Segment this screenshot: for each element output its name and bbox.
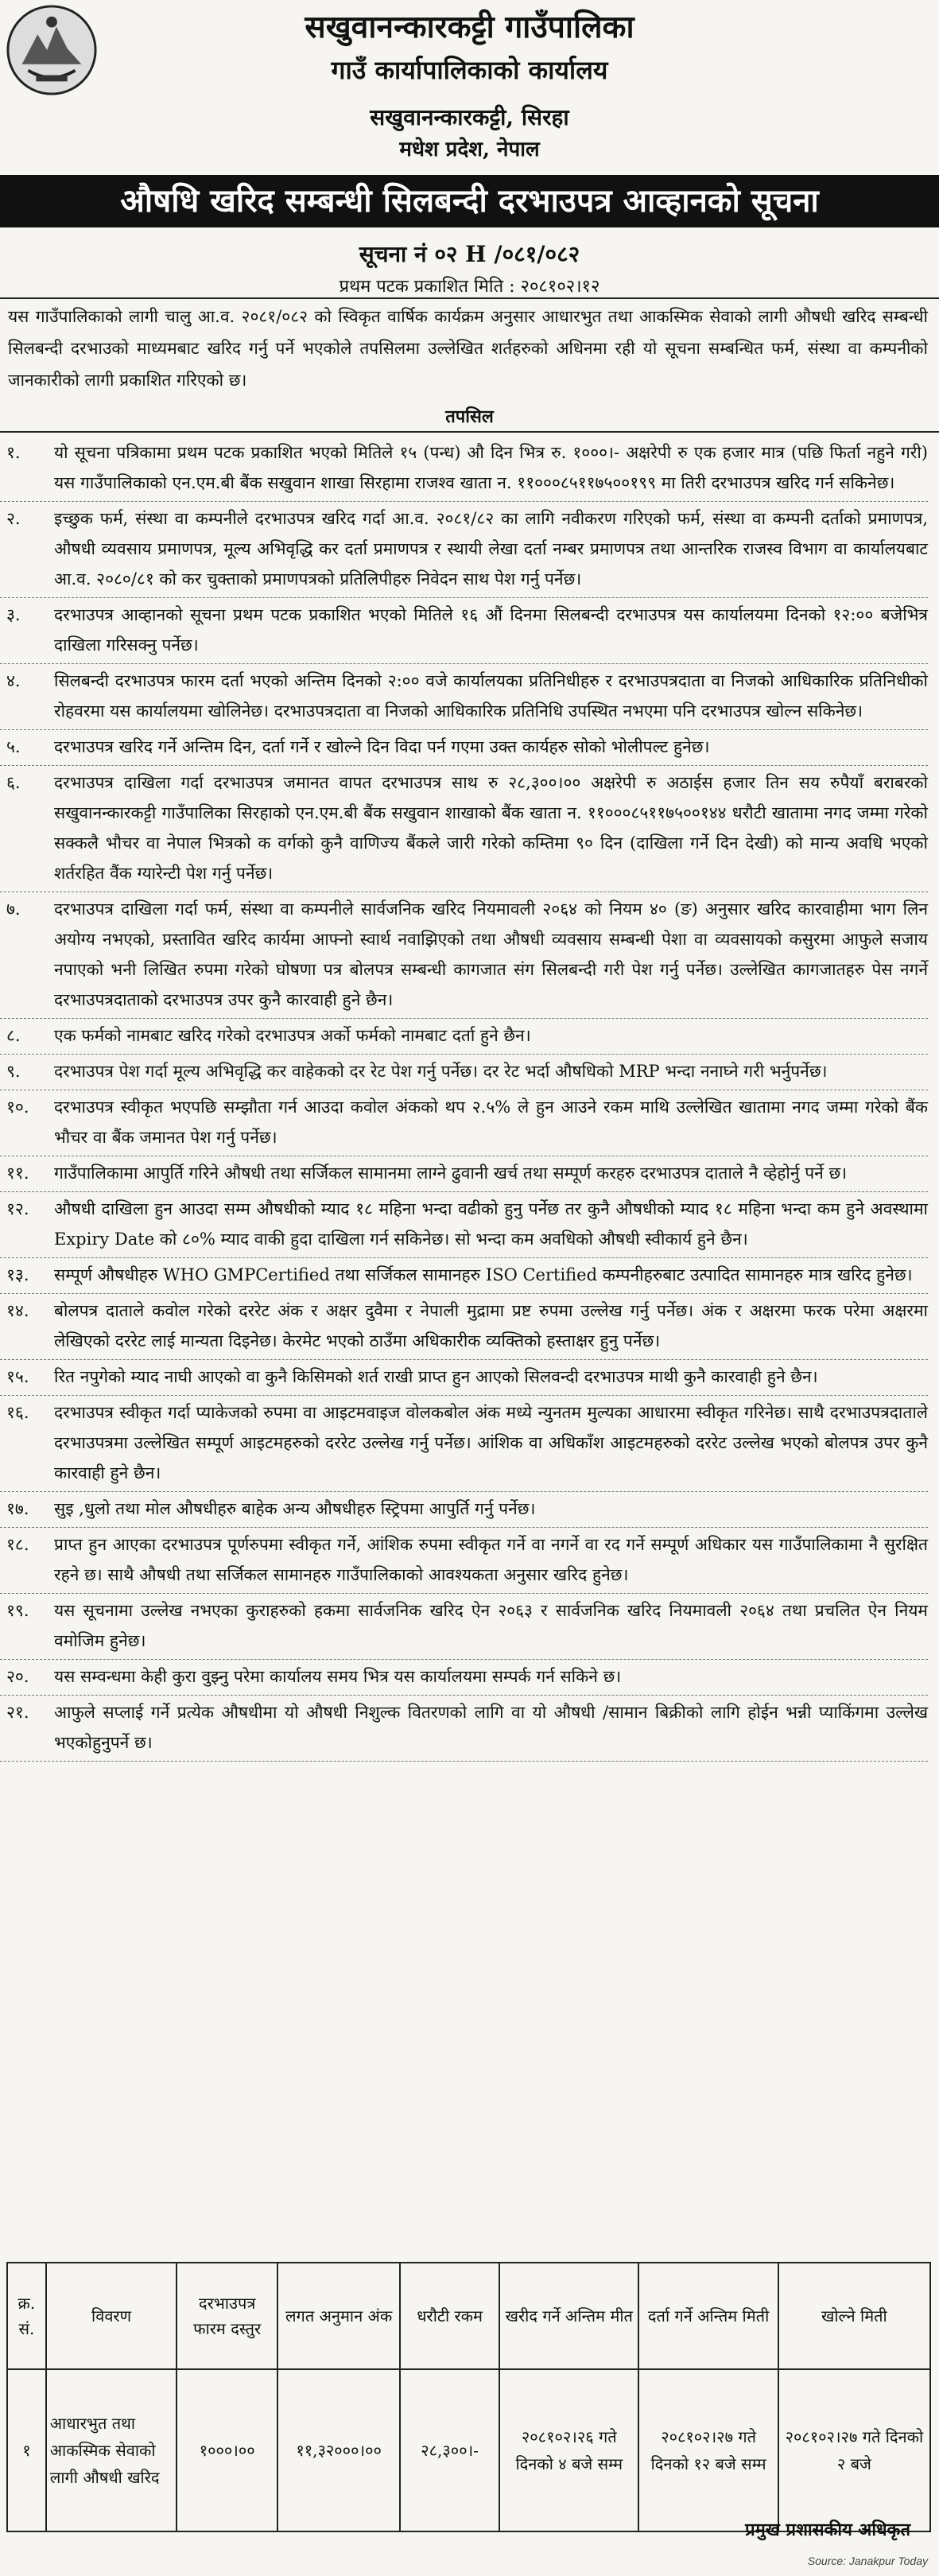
source-credit: Source: Janakpur Today [807,2555,928,2567]
list-item [0,1696,928,1762]
divider [0,297,939,299]
tender-table [6,2262,931,2532]
list-item-number: ४. [6,671,21,690]
list-item-text: सुइ ,धुलो तथा मोल औषधीहरु बाहेक अन्य औषधीहरु स्ट्रिपमा आपुर्ति गर्नु पर्नेछ। [54,1499,536,1518]
list-item-text: दरभाउपत्र स्वीकृत गर्दा प्याकेजको रुपमा वा आइटमवाइज वोलकबोल अंक मध्ये न्युनतम मुल्यका आधारमा स्वीकृत गरिनेछ। साथै दरभाउपत्रदाताले दरभाउपत्रमा उल्लेखित सम्पूर्ण आइटमहरुको दररेट उल्लेख गर्नु पर्नेछ। आंशिक वा अधिकाँश आइटमहरुको दररेट उल्लेख भएको बोलपत्र उपर कुनै कारवाही हुने छैन। [54,1403,928,1482]
office-location: सखुवानन्कारकट्टी, सिरहा [370,104,569,130]
list-item-number: १८. [6,1535,29,1554]
table-cell: २०८१०२।२७ गते दिनको १२ बजे सम्म [638,2369,778,2531]
table-cell: २८,३००।- [400,2369,499,2531]
list-item-number: १०. [6,1098,29,1117]
list-item-text: यस सूचनामा उल्लेख नभएका कुराहरुको हकमा सार्वजनिक खरिद ऐन २०६३ र सार्वजनिक खरिद नियमावली २०६४ तथा प्रचलित ऐन नियम वमोजिम हुनेछ। [54,1601,928,1650]
table-cell: ११,३२०००।०० [277,2369,400,2531]
list-item-number: २१. [6,1703,29,1722]
list-item [0,1192,928,1258]
list-item-number: ३. [6,605,21,624]
list-item-text: दरभाउपत्र स्वीकृत भएपछि सम्झौता गर्न आउदा कवोल अंकको थप २.५% ले हुन आउने रकम माथि उल्लेखित खातामा नगद जम्मा गरेको बैंक भौचर वा बैंक जमानत पेश गर्नु पर्नेछ। [54,1098,928,1147]
table-header-cell: दरभाउपत्र फारम दस्तुर [177,2263,277,2369]
list-item-number: १. [6,443,21,462]
table-header-cell: खरीद गर्ने अन्तिम मीत [499,2263,638,2369]
list-item-number: १५. [6,1367,29,1386]
list-item-text: इच्छुक फर्म, संस्था वा कम्पनीले दरभाउपत्र खरिद गर्दा आ.व. २०८१/८२ का लागि नवीकरण गरिएको फर्म, संस्था वा कम्पनी दर्ताको प्रमाणपत्र, औषधी व्यवसाय प्रमाणपत्र, मूल्य अभिवृद्धि कर दर्ता प्रमाणपत्र र स्थायी लेखा दर्ता नम्बर प्रमाणपत्र तथा आन्तरिक राजस्व विभाग वा कार्यालयबाट आ.व. २०८०/८१ को कर चुक्ताको प्रमाणपत्रको प्रतिलिपीहरु निवेदन साथ पेश गर्नु पर्नेछ। [54,509,928,589]
list-item-text: औषधी दाखिला हुन आउदा सम्म औषधीको म्याद १८ महिना भन्दा वढीको हुनु पर्नेछ तर कुनै औषधीको म्याद १८ महिना भन्दा कम हुने अवस्थामा Expiry Date को ८०% म्याद वाकी हुदा दाखिला गर्न सकिनेछ। सो भन्दा कम अवधिको औषधी स्वीकार्य हुने छैन। [54,1199,928,1249]
table-cell: १ [7,2369,46,2531]
list-item [0,502,928,598]
list-item [0,1660,928,1696]
list-item-text: यस सम्वन्धमा केही कुरा वुझ्नु परेमा कार्यालय समय भित्र यस कार्यालयमा सम्पर्क गर्न सकिने छ। [54,1667,622,1686]
list-item-text: सम्पूर्ण औषधीहरु WHO GMPCertified तथा सर्जिकल सामानहरु ISO Certified कम्पनीहरुबाट उत्पादित सामानहरु मात्र खरिद हुनेछ। [54,1265,913,1284]
list-item-text: बोलपत्र दाताले कवोल गरेको दररेट अंक र अक्षर दुवैमा र नेपाली मुद्रामा प्रष्ट रुपमा उल्लेख गर्नु पर्नेछ। अंक र अक्षरमा फरक परेमा अक्षरमा लेखिएको दररेट लाई मान्यता दिइनेछ। केरमेट भएको ठाउँमा अधिकारीक व्यक्तिको हस्ताक्षर हुनु पर्नेछ। [54,1301,928,1350]
list-item-text: दरभाउपत्र आव्हानको सूचना प्रथम पटक प्रकाशित भएको मितिले १६ औं दिनमा सिलबन्दी दरभाउपत्र यस कार्यालयमा दिनको १२:०० बजेभित्र दाखिला गरिसक्नु पर्नेछ। [54,605,928,655]
province: मधेश प्रदेश, नेपाल [399,138,540,161]
list-item [0,1055,928,1090]
list-item-number: ९. [6,1062,21,1081]
divider [0,431,939,433]
notice-title: औषधि खरिद सम्बन्धी सिलबन्दी दरभाउपत्र आव्हानको सूचना [0,175,939,227]
list-item [0,1090,928,1156]
list-item [0,892,928,1019]
list-item-text: सिलबन्दी दरभाउपत्र फारम दर्ता भएको अन्तिम दिनको २:०० वजे कार्यालयका प्रतिनिधीहरु र दरभाउपत्रदाता वा निजको आधिकारिक प्रतिनिधीको रोहवरमा यस कार्यालयमा खोलिनेछ। दरभाउपत्रदाता वा निजको आधिकारिक प्रतिनिधि उपस्थित नभएमा पनि दरभाउपत्र खोल्न सकिनेछ। [54,671,928,721]
list-item-text: गाउँपालिकामा आपुर्ति गरिने औषधी तथा सर्जिकल सामानमा लाग्ने ढुवानी खर्च तथा सम्पूर्ण करहरु दरभाउपत्र दाताले नै व्हेहोर्नु पर्ने छ। [54,1164,848,1183]
list-item [0,1528,928,1594]
terms-list [0,436,928,1762]
list-item [0,598,928,664]
list-item-text: प्राप्त हुन आएका दरभाउपत्र पूर्णरुपमा स्वीकृत गर्ने, आंशिक रुपमा स्वीकृत गर्ने वा नगर्ने वा रद गर्ने सम्पूर्ण अधिकार यस गाउँपालिकामा नै सुरक्षित रहने छ। साथै औषधी तथा सर्जिकल सामानहरु गाउँपालिकाको आवश्यकता अनुसार खरिद हुनेछ। [54,1535,928,1584]
list-item [0,1594,928,1660]
list-item-number: १३. [6,1265,29,1284]
table-header-cell: विवरण [46,2263,177,2369]
list-item [0,1258,928,1294]
list-item-number: ११. [6,1164,29,1183]
list-item-text: आफुले सप्लाई गर्ने प्रत्येक औषधीमा यो औषधी निशुल्क वितरणको लागि वा यो औषधी /सामान बिक्रीको लागि होईन भन्नी प्याकिंगमा उल्लेख भएकोहुनुपर्ने छ। [54,1703,928,1752]
section-title: तपसिल [445,406,494,427]
org-name: सखुवानन्कारकट्टी गाउँपालिका [305,9,634,45]
list-item-number: १२. [6,1199,29,1218]
list-item-text: दरभाउपत्र दाखिला गर्दा दरभाउपत्र जमानत वापत दरभाउपत्र साथ रु २८,३००।०० अक्षरेपी रु अठाईस हजार तिन सय रुपैयाँ बराबरको सखुवानन्कारकट्टी गाउँपालिका सिरहाको एन.एम.बी बैंक सखुवान शाखाको बैंक खाता न. ११०००८५११७५००१४४ धरौटी खातामा नगद जम्मा गरेको सक्कलै भौचर वा नेपाल भित्रको क वर्गको कुनै वाणिज्य बैंकले जारी गरेको कम्तिमा ९० दिन (दाखिला गर्ने दिन देखी) को मान्य अवधि भएको शर्तरहित वैंक ग्यारेन्टी पेश गर्नु पर्नेछ। [54,773,928,883]
header [0,0,939,159]
list-item-number: ६. [6,773,21,792]
list-item [0,730,928,766]
office-name: गाउँ कार्यापालिकाको कार्यालय [331,55,608,85]
list-item-number: २०. [6,1667,29,1686]
table-cell: २०८१०२।२७ गते दिनको २ बजे [778,2369,930,2531]
table-header-cell: लगत अनुमान अंक [277,2263,400,2369]
table-cell: १०००।०० [177,2369,277,2531]
list-item-number: ८. [6,1026,21,1045]
list-item-number: १७. [6,1499,29,1518]
table-header-cell: क्र. सं. [7,2263,46,2369]
list-item-number: ७. [6,899,21,919]
table-header-cell: धरौटी रकम [400,2263,499,2369]
list-item [0,766,928,892]
list-item-text: दरभाउपत्र दाखिला गर्दा फर्म, संस्था वा कम्पनीले सार्वजनिक खरिद नियमावली २०६४ को नियम ४० (ङ) अनुसार खरिद कारवाहीमा भाग लिन अयोग्य नभएको, प्रस्तावित खरिद कार्यमा आफ्नो स्वार्थ नवाझिएको तथा औषधी व्यवसाय सम्बन्धी पेशा वा व्यवसायको कसुरमा आफुले सजाय नपाएको भनी लिखित रुपमा गरेको घोषणा पत्र बोलपत्र सम्बन्धी कागजात संग सिलबन्दी गरी पेश गर्नु पर्नेछ। उल्लेखित कागजातहरु पेस नगर्ने दरभाउपत्रदाताको दरभाउपत्र उपर कुनै कारवाही हुने छैन। [54,899,928,1009]
list-item-number: २. [6,509,21,528]
signature-title: प्रमुख प्रशासकीय अधिकृत [745,2520,910,2540]
table-row [7,2369,930,2531]
list-item-number: १९. [6,1601,29,1620]
list-item-number: १४. [6,1301,29,1320]
list-item [0,1156,928,1192]
list-item-text: एक फर्मको नामबाट खरिद गरेको दरभाउपत्र अर्को फर्मको नामबाट दर्ता हुने छैन। [54,1026,531,1045]
intro-paragraph: यस गाउँपालिकाको लागी चालु आ.व. २०८१/०८२ को स्विकृत वार्षिक कार्यक्रम अनुसार आधारभुत तथा आकस्मिक सेवाको लागी औषधी खरिद सम्बन्धी सिलबन्दी दरभाउको माध्यमबाट खरिद गर्नु पर्ने भएकोले तपसिलमा उल्लेखित शर्तहरुको अधिनमा रही यो सूचना सम्बन्धित फर्म, संस्था वा कम्पनीको जानकारीको लागी प्रकाशित गरिएको छ। [8,307,928,390]
list-item-text: दरभाउपत्र पेश गर्दा मूल्य अभिवृद्धि कर वाहेकको दर रेट पेश गर्नु पर्नेछ। दर रेट भर्दा औषधिको MRP भन्दा ननाघ्ने गरी भर्नुपर्नेछ। [54,1062,828,1081]
table-header-row [7,2263,930,2369]
list-item [0,1492,928,1528]
list-item-text: यो सूचना पत्रिकामा प्रथम पटक प्रकाशित भएको मितिले १५ (पन्ध) औ दिन भित्र रु. १०००।- अक्षरेपी रु एक हजार मात्र (पछि फिर्ता नहुने गरी) यस गाउँपालिकाको एन.एम.बी बैंक सखुवान शाखा सिरहामा राजश्व खाता न. ११०००८५११७५००१९९ मा तिरी दरभाउपत्र खरिद गर्न सकिनेछ। [54,443,928,492]
list-item [0,436,928,502]
table-header-cell: खोल्ने मिती [778,2263,930,2369]
list-item [0,664,928,730]
notice-number: सूचना नं ०२ H /०८१/०८२ [359,241,580,267]
table-cell: आधारभुत तथा आकस्मिक सेवाको लागी औषधी खरिद [46,2369,177,2531]
list-item [0,1294,928,1360]
table-cell: २०८१०२।२६ गते दिनको ४ बजे सम्म [499,2369,638,2531]
list-item [0,1396,928,1492]
table-header-cell: दर्ता गर्ने अन्तिम मिती [638,2263,778,2369]
list-item-text: रित नपुगेको म्याद नाघी आएको वा कुनै किसिमको शर्त राखी प्राप्त हुन आएको सिलवन्दी दरभाउपत्र माथी कुनै कारवाही हुने छैन। [54,1367,818,1386]
list-item [0,1360,928,1396]
list-item-number: ५. [6,737,21,756]
list-item-text: दरभाउपत्र खरिद गर्ने अन्तिम दिन, दर्ता गर्ने र खोल्ने दिन विदा पर्न गएमा उक्त कार्यहरु सोको भोलीपल्ट हुनेछ। [54,737,710,756]
published-date: प्रथम पटक प्रकाशित मिति : २०८१०२।१२ [339,277,600,297]
list-item-number: १६. [6,1403,29,1422]
list-item [0,1019,928,1055]
